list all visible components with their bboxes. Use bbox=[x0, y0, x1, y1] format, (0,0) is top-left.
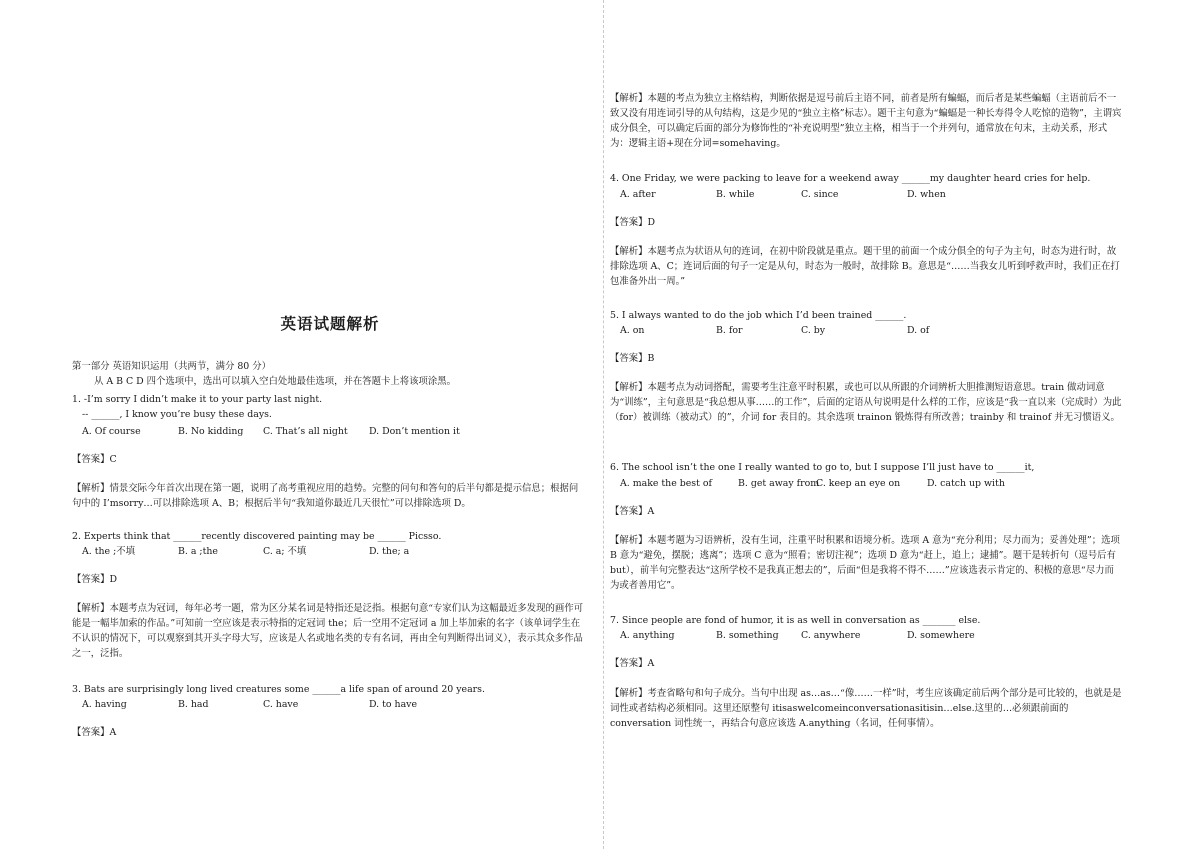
q5-option-d: D. of bbox=[907, 325, 930, 336]
q7-option-a: A. anything bbox=[620, 630, 675, 641]
q1-answer: 【答案】C bbox=[72, 454, 117, 465]
q6-options bbox=[610, 476, 1130, 491]
q5-answer: 【答案】B bbox=[610, 353, 655, 364]
page-divider bbox=[603, 0, 604, 849]
q2-option-b: B. a ;the bbox=[178, 546, 218, 557]
q7-stem: 7. Since people are fond of humor, it is as well in conversation as _______ else. bbox=[610, 615, 981, 626]
q6-option-d: D. catch up with bbox=[927, 478, 1005, 489]
q1-line1: 1. -I’m sorry I didn’t make it to your party last night. bbox=[72, 394, 323, 405]
section-heading: 第一部分 英语知识运用（共两节，满分 80 分） bbox=[72, 361, 271, 372]
q6-answer: 【答案】A bbox=[610, 506, 655, 517]
q5-option-a: A. on bbox=[620, 325, 645, 336]
q1-options bbox=[72, 424, 592, 439]
q5-option-c: C. by bbox=[801, 325, 826, 336]
q7-answer: 【答案】A bbox=[610, 658, 655, 669]
q1-option-d: D. Don’t mention it bbox=[369, 426, 460, 437]
q1-line2: -- ______, I know you’re busy these days. bbox=[82, 409, 272, 420]
q7-option-d: D. somewhere bbox=[907, 630, 975, 641]
q2-option-d: D. the; a bbox=[369, 546, 410, 557]
q1-option-b: B. No kidding bbox=[178, 426, 244, 437]
q3-analysis: 【解析】本题的考点为独立主格结构，判断依据是逗号前后主语不同，前者是所有蝙蝠，而后者是某些蝙蝠（主语前后不一致又没有用连词引导的从句结构，这是少见的“独立主格”标志）。题干主句意为“蝙蝠是一种长寿得令人吃惊的造物”，主谓宾成分俱全，可以确定后面的部分为修饰性的“补充说明型”独立主格，相当于一个并列句，通常放在句末，主动关系，形式为：逻辑主语+现在分词=somehaving。 bbox=[610, 93, 1122, 149]
q4-option-a: A. after bbox=[620, 189, 656, 200]
q4-option-b: B. while bbox=[716, 189, 755, 200]
q3-option-a: A. having bbox=[82, 699, 127, 710]
q7-analysis: 【解析】考查省略句和句子成分。当句中出现 as…as…“像……一样”时，考生应该确定前后两个部分是可比较的，也就是是词性或者结构必须相同。这里还原整句 itisaswelcomeinconversationasitisin…else.这里的…必须跟前面的 conversation 词性统一，再结合句意应该选 A.anything（名词，任何事情）。 bbox=[610, 688, 1122, 729]
q1-option-c: C. That’s all night bbox=[263, 426, 348, 437]
page-title: 英语试题解析 bbox=[280, 314, 380, 333]
q3-stem: 3. Bats are surprisingly long lived creatures some ______a life span of around 20 years. bbox=[72, 684, 485, 695]
q7-options bbox=[610, 628, 1130, 643]
q4-option-c: C. since bbox=[801, 189, 839, 200]
q3-option-c: C. have bbox=[263, 699, 299, 710]
q1-analysis: 【解析】情景交际今年首次出现在第一题，说明了高考重视应用的趋势。完整的问句和答句的后半句都是提示信息；根据问句中的 I’msorry…可以排除选项 A、B；根据后半句“我知道你最近几天很忙”可以排除选项 D。 bbox=[72, 483, 579, 509]
q3-answer: 【答案】A bbox=[72, 727, 117, 738]
q4-options bbox=[610, 187, 1130, 202]
q6-option-a: A. make the best of bbox=[620, 478, 712, 489]
q6-option-c: C. keep an eye on bbox=[816, 478, 901, 489]
q2-option-a: A. the ;不填 bbox=[82, 546, 135, 557]
q5-options bbox=[610, 323, 1130, 338]
q1-option-a: A. Of course bbox=[82, 426, 141, 437]
q6-stem: 6. The school isn’t the one I really wanted to go to, but I suppose I’ll just have to ______it, bbox=[610, 462, 1035, 473]
q3-options bbox=[72, 697, 592, 712]
q7-option-b: B. something bbox=[716, 630, 779, 641]
q4-answer: 【答案】D bbox=[610, 217, 656, 228]
q4-option-d: D. when bbox=[907, 189, 946, 200]
q5-analysis: 【解析】本题考点为动词搭配，需要考生注意平时积累，或也可以从所跟的介词辨析大胆推测短语意思。train 做动词意为“训练”，主句意思是“我总想从事……的工作”，后面的定语从句说明是什么样的工作，应该是“我一直以来（完成时）为此（for）被训练（被动式）的”，介词 for 表目的。其余选项 trainon 锻炼得有所改善；trainby 和 trainof 并无习惯语义。 bbox=[610, 382, 1122, 423]
q4-analysis: 【解析】本题考点为状语从句的连词，在初中阶段就是重点。题干里的前面一个成分俱全的句子为主句，时态为进行时，故排除选项 A、C；连词后面的句子一定是从句，时态为一般时，故排除 B。意思是“……当我女儿听到呼救声时，我们正在打包准备外出一周。” bbox=[610, 246, 1120, 287]
q2-stem: 2. Experts think that ______recently discovered painting may be ______ Picsso. bbox=[72, 531, 442, 542]
q2-options bbox=[72, 544, 592, 559]
q3-option-b: B. had bbox=[178, 699, 209, 710]
q6-analysis: 【解析】本题考题为习语辨析，没有生词，注重平时积累和语境分析。选项 A 意为“充分利用；尽力而为；妥善处理”；选项 B 意为“避免，摆脱；逃离”；选项 C 意为“照看；密切注视”；选项 D 意为“赶上，追上；逮捕”。题干是转折句（逗号后有 but），前半句完整表达“这所学校不是我真正想去的”，后面“但是我将不得不……”应该选表示肯定的、积极的意思“尽力而为或者善用它”。 bbox=[610, 535, 1120, 591]
q2-option-c: C. a; 不填 bbox=[263, 546, 307, 557]
instruction: 从 A B C D 四个选项中，选出可以填入空白处地最佳选项，并在答题卡上将该项涂黑。 bbox=[94, 376, 457, 387]
q2-analysis: 【解析】本题考点为冠词，每年必考一题，常为区分某名词是特指还是泛指。根据句意“专家们认为这幅最近多发现的画作可能是一幅毕加索的作品。”可知前一空应该是表示特指的定冠词 the；后一空用不定冠词 a 加上毕加索的名字（该单词学生在不认识的情况下，可以观察到其开头字母大写，应该是人名或地名类的专有名词，再由全句判断得出词义），表示其众多作品之一，泛指。 bbox=[72, 603, 584, 659]
q5-option-b: B. for bbox=[716, 325, 743, 336]
q2-answer: 【答案】D bbox=[72, 574, 118, 585]
q5-stem: 5. I always wanted to do the job which I’d been trained ______. bbox=[610, 310, 907, 321]
q6-option-b: B. get away from bbox=[738, 478, 820, 489]
q3-option-d: D. to have bbox=[369, 699, 418, 710]
q4-stem: 4. One Friday, we were packing to leave for a weekend away ______my daughter heard cries for help. bbox=[610, 173, 1091, 184]
q7-option-c: C. anywhere bbox=[801, 630, 861, 641]
